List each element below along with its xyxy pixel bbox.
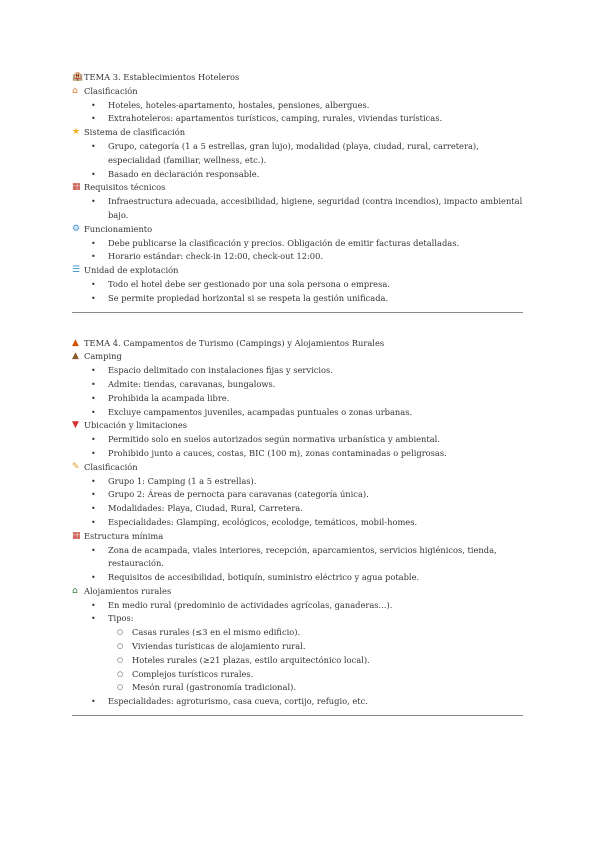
list-item: • Excluye campamentos juveniles, acampadas puntuales o zonas urbanas. (108, 406, 527, 420)
hotel-icon: 🏨 (72, 72, 84, 82)
list-item: • Se permite propiedad horizontal si se respeta la gestión unificada. (108, 292, 527, 306)
list-item: • Grupo 1: Camping (1 a 5 estrellas). (108, 475, 527, 489)
tema3-unidad-heading (72, 264, 527, 278)
list-item: • En medio rural (predominio de actividades agrícolas, ganaderas...). (108, 599, 527, 613)
list-item: • Prohibida la acampada libre. (108, 392, 527, 406)
sub-list-item: ○ Casas rurales (≤3 en el mismo edificio). (132, 626, 527, 640)
tema3-clasificacion-list (72, 99, 527, 127)
sub-list-item: ○ Mesón rural (gastronomía tradicional). (132, 681, 527, 695)
camping-icon: ▲ (72, 337, 79, 348)
tema3-unidad-list (72, 278, 527, 306)
list-item: • Especialidades: Glamping, ecológicos, ecolodge, temáticos, mobil-homes. (108, 516, 527, 530)
tema3-sistema-list (72, 140, 527, 181)
chart-icon: ☰ (72, 265, 81, 276)
tema4-estructura-list (72, 544, 527, 585)
list-item: • Hoteles, hoteles-apartamento, hostales, pensiones, albergues. (108, 99, 527, 113)
star-icon: ★ (72, 127, 81, 138)
tipos-label: Tipos: (108, 613, 134, 624)
list-item: • Admite: tiendas, caravanas, bungalows. (108, 378, 527, 392)
section-heading-text: Estructura mínima (84, 530, 164, 541)
tema4-alojamientos-heading (72, 585, 527, 599)
location-pin-icon: ▼ (72, 420, 79, 431)
tema3-sistema-heading (72, 126, 527, 140)
tema4-camping-list (72, 364, 527, 419)
list-item: • Horario estándar: check-in 12:00, check-out 12:00. (108, 250, 527, 264)
farmhouse-icon: ⌂ (72, 585, 78, 596)
section-divider (72, 715, 523, 716)
tipos-sublist (108, 626, 527, 695)
tema3-clasificacion-heading (72, 85, 527, 99)
list-item: • Espacio delimitado con instalaciones fijas y servicios. (108, 364, 527, 378)
tema3-funcionamiento-list (72, 237, 527, 265)
list-item: • Especialidades: agroturismo, casa cueva, cortijo, refugio, etc. (108, 695, 527, 709)
tema4-alojamientos-list (72, 599, 527, 709)
section-heading-text: Funcionamiento (84, 223, 153, 234)
tema4-clasificacion-heading (72, 461, 527, 475)
sub-list-item: ○ Complejos turísticos rurales. (132, 668, 527, 682)
tema4-estructura-heading (72, 530, 527, 544)
section-heading-text: Clasificación (84, 461, 138, 472)
list-item: • Requisitos de accesibilidad, botiquín, suministro eléctrico y agua potable. (108, 571, 527, 585)
list-item: • Debe publicarse la clasificación y precios. Obligación de emitir facturas detalladas. (108, 237, 527, 251)
section-heading-text: Alojamientos rurales (84, 585, 172, 596)
section-heading-text: Clasificación (84, 85, 138, 96)
list-item: • Prohibido junto a cauces, costas, BIC (100 m), zonas contaminadas o peligrosas. (108, 447, 527, 461)
tema4-ubicacion-heading (72, 419, 527, 433)
document-content (72, 71, 527, 716)
brick-icon: ▦ (72, 530, 81, 541)
tent-icon: ▲ (72, 351, 79, 362)
list-item: • Infraestructura adecuada, accesibilidad, higiene, seguridad (contra incendios), impacto ambiental bajo. (108, 195, 527, 223)
tema4-ubicacion-list (72, 433, 527, 461)
list-item: • Grupo, categoría (1 a 5 estrellas, gran lujo), modalidad (playa, ciudad, rural, carretera), especialidad (familiar, wellness, etc.). (108, 140, 527, 168)
tema4-title (72, 337, 527, 351)
brick-icon: ▦ (72, 182, 81, 193)
list-item: • Extrahoteleros: apartamentos turísticos, camping, rurales, viviendas turísticas. (108, 112, 527, 126)
list-item: • Basado en declaración responsable. (108, 168, 527, 182)
tema3-requisitos-list (72, 195, 527, 223)
section-divider (72, 312, 523, 313)
tema3-requisitos-heading (72, 181, 527, 195)
tema4-title-text: TEMA 4. Campamentos de Turismo (Campings) y Alojamientos Rurales (84, 337, 385, 348)
tema3-title (72, 71, 527, 85)
section-heading-text: Sistema de clasificación (84, 127, 186, 138)
tema4-clasificacion-list (72, 475, 527, 530)
list-item: • Grupo 2: Áreas de pernocta para caravanas (categoría única). (108, 488, 527, 502)
list-item: • Modalidades: Playa, Ciudad, Rural, Carretera. (108, 502, 527, 516)
section-heading-text: Ubicación y limitaciones (84, 420, 188, 431)
house-icon: ⌂ (72, 85, 78, 96)
tema3-title-text: TEMA 3. Establecimientos Hoteleros (84, 72, 240, 82)
section-heading-text: Camping (84, 351, 122, 362)
list-item: • Todo el hotel debe ser gestionado por una sola persona o empresa. (108, 278, 527, 292)
sub-list-item: ○ Viviendas turísticas de alojamiento rural. (132, 640, 527, 654)
section-heading-text: Requisitos técnicos (84, 182, 166, 193)
gear-icon: ⚙ (72, 223, 81, 234)
pencil-icon: ✎ (72, 461, 80, 472)
sub-list-item: ○ Hoteles rurales (≥21 plazas, estilo arquitectónico local). (132, 654, 527, 668)
tema4-camping-heading (72, 350, 527, 364)
list-item: • Permitido solo en suelos autorizados según normativa urbanística y ambiental. (108, 433, 527, 447)
section-heading-text: Unidad de explotación (84, 265, 179, 276)
list-item: • Zona de acampada, viales interiores, recepción, aparcamientos, servicios higiénicos, tienda, restauración. (108, 544, 527, 572)
list-item-tipos (108, 612, 527, 695)
tema3-funcionamiento-heading (72, 223, 527, 237)
